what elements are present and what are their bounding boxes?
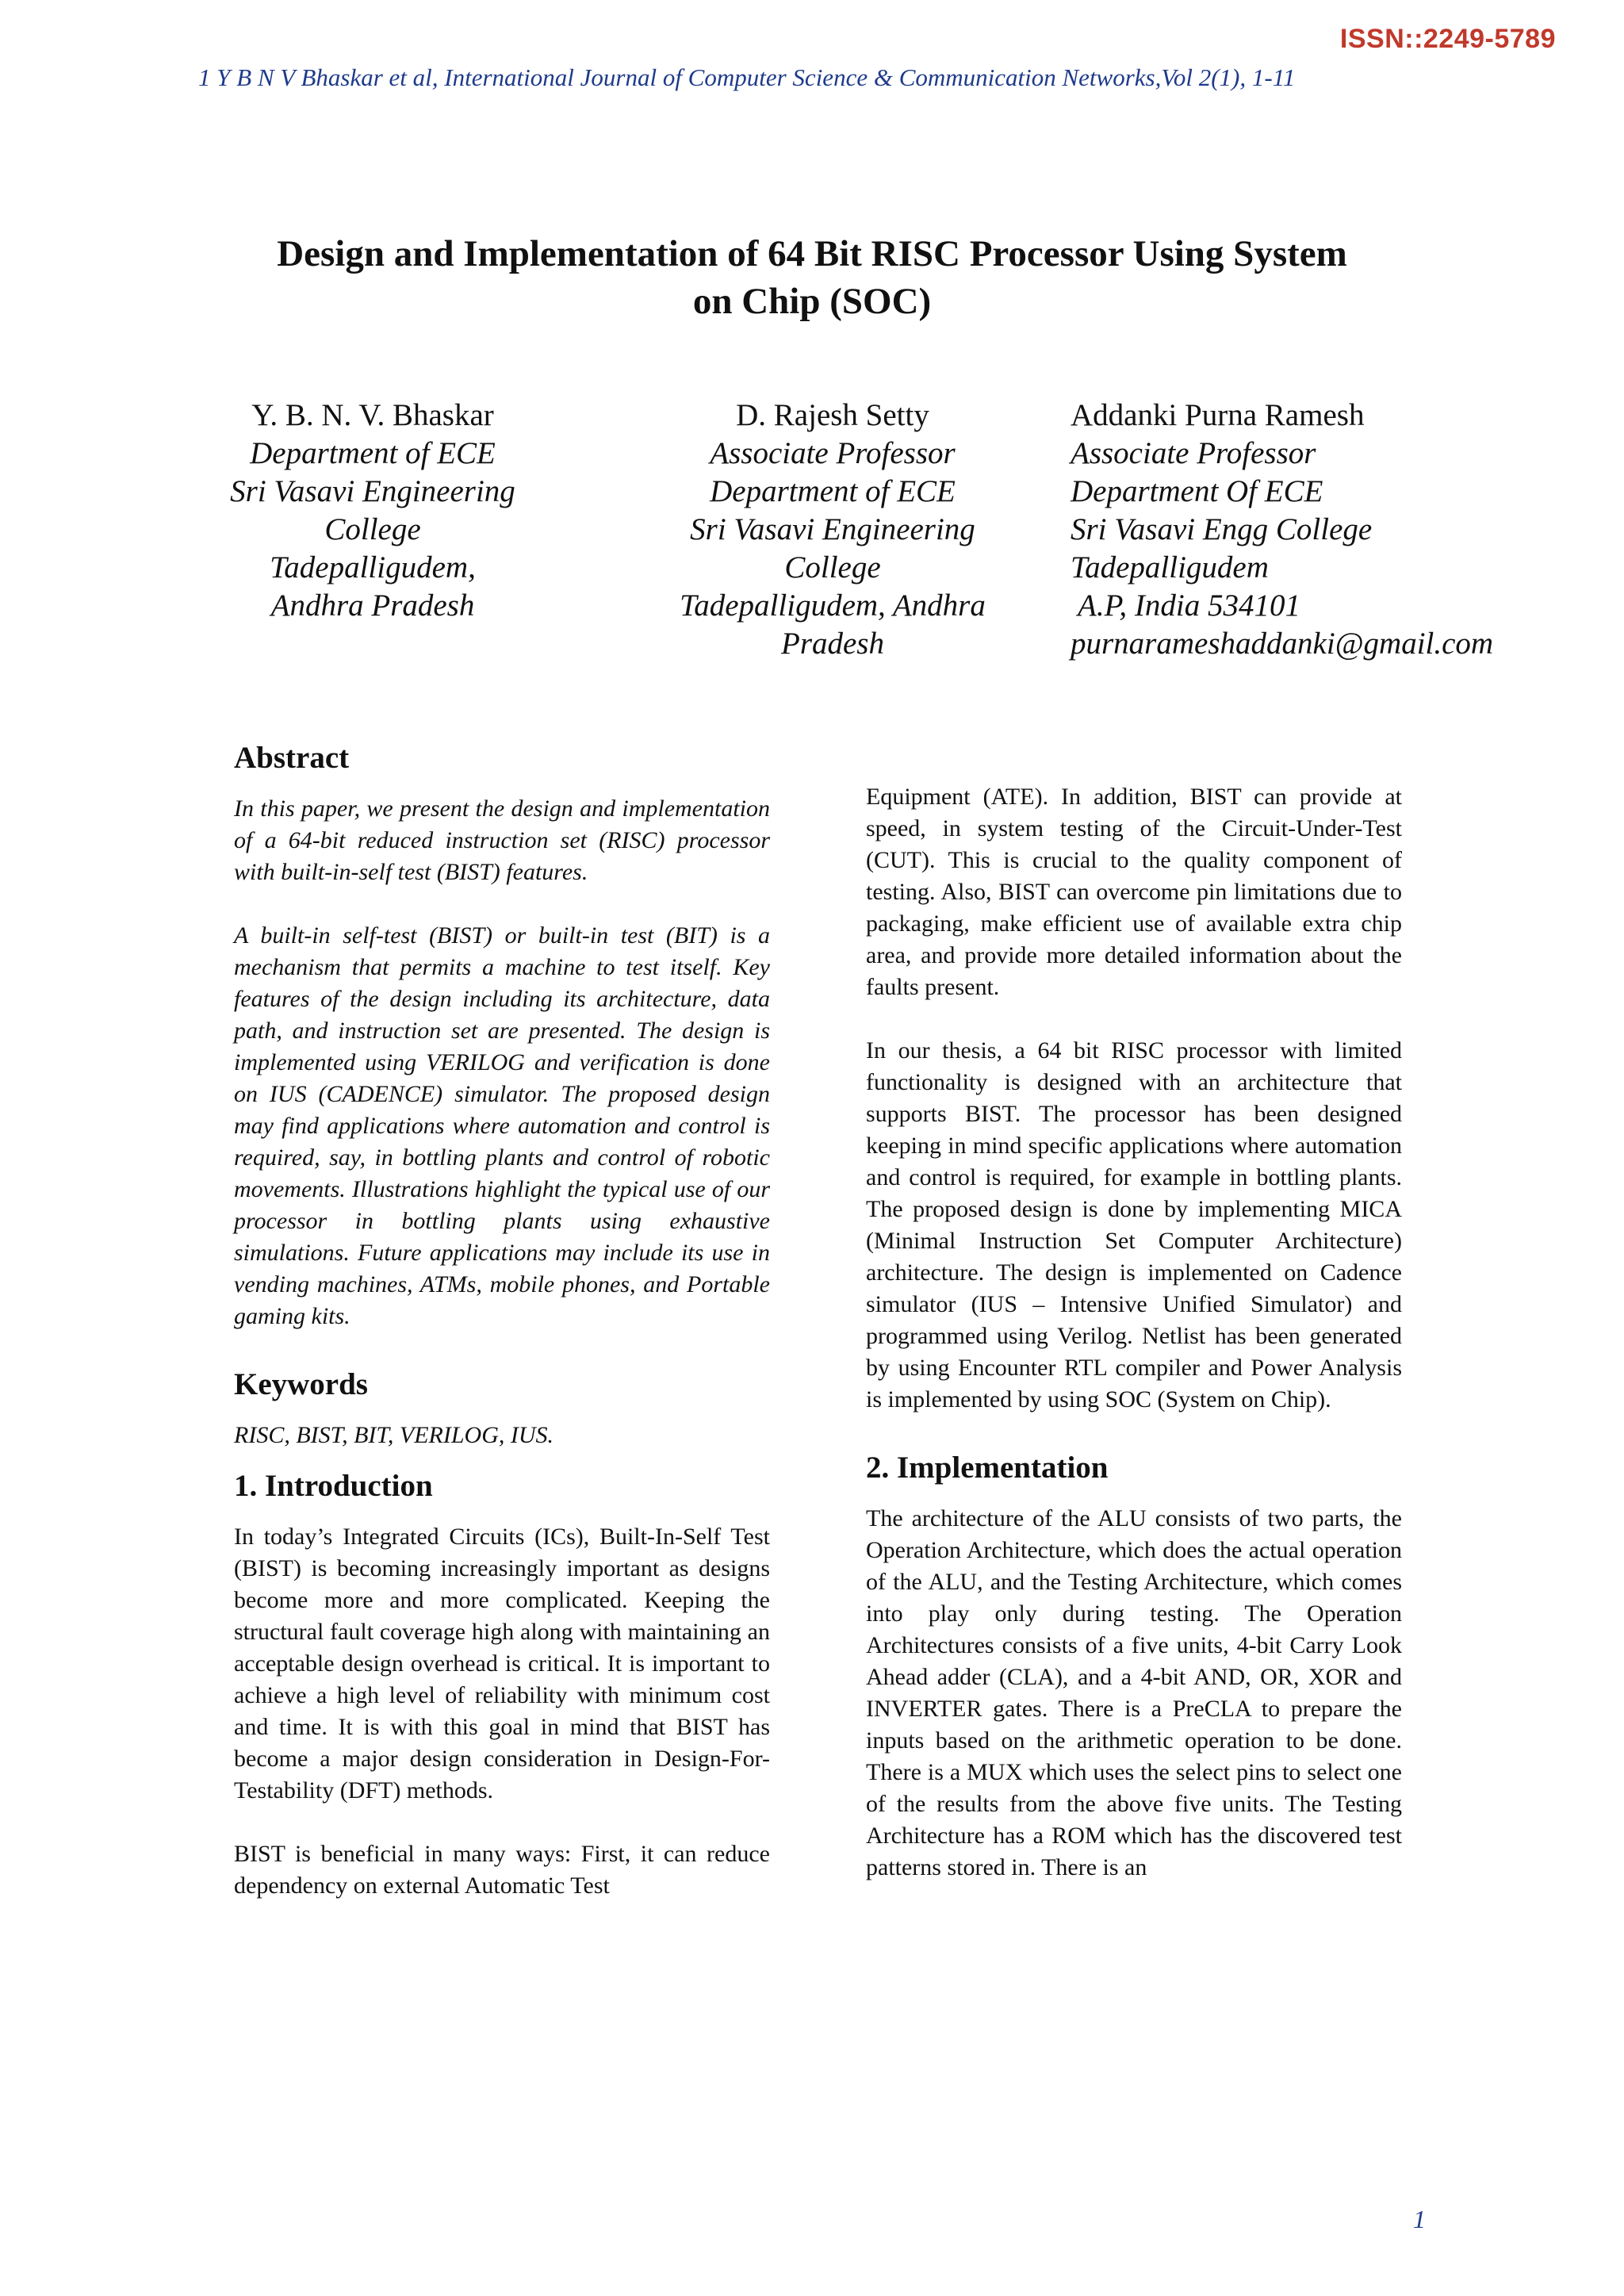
left-column [234, 738, 770, 1902]
abstract-paragraph: A built-in self-test (BIST) or built-in test (BIT) is a mechanism that permits a machine to test itself. Key features of the design including its architecture, data path, and instruction set are presented. The design is implemented using VERILOG and verification is done on IUS (CADENCE) simulator. The proposed design may find applications where automation and control is required, say, in bottling plants and control of robotic movements. Illustrations highlight the typical use of our processor in bottling plants using exhaustive simulations. Future applications may include its use in vending machines, ATMs, mobile phones, and Portable gaming kits. [234, 922, 770, 1329]
author-affiliation: Associate Professor [710, 436, 956, 470]
author-block-1 [190, 397, 555, 625]
implementation-paragraph: The architecture of the ALU consists of two parts, the Operation Architecture, which does the actual operation of the ALU, and the Testing Architecture, which comes into play only during testing. The Operation Architectures consists of a five units, 4-bit Carry Look Ahead adder (CLA), and a 4-bit AND, OR, XOR and INVERTER gates. There is a PreCLA to prepare the inputs based on the arithmetic operation to be done. There is a MUX which uses the select pins to select one of the results from the above five units. The Testing Architecture has a ROM which has the discovered test patterns stored in. There is an [866, 1505, 1402, 1880]
author-email[interactable]: purnarameshaddanki@gmail.com [1071, 627, 1494, 661]
running-head: 1 Y B N V Bhaskar et al, International Journal of Computer Science & Communication Networks,Vol 2(1), 1-11 [198, 63, 1296, 91]
author-affiliation: Department Of ECE [1071, 474, 1323, 508]
author-affiliation: Department of ECE [710, 474, 956, 508]
abstract-paragraph: In this paper, we present the design and implementation of a 64-bit reduced instruction set (RISC) processor with built-in-self test (BIST) features. [234, 795, 770, 885]
author-affiliation: A.P, India 534101 [1071, 588, 1300, 623]
author-name: Y. B. N. V. Bhaskar [251, 398, 494, 432]
author-affiliation: College [324, 512, 421, 546]
abstract-heading: Abstract [234, 741, 350, 775]
introduction-paragraph: BIST is beneficial in many ways: First, it can reduce dependency on external Automatic Test [234, 1841, 770, 1899]
introduction-paragraph: In today’s Integrated Circuits (ICs), Built-In-Self Test (BIST) is becoming increasingly important as designs become more and more complicated. Keeping the structural fault coverage high along with maintaining an acceptable design overhead is critical. It is important to achieve a high level of reliability with minimum cost and time. It is with this goal in mind that BIST has become a major design consideration in Design-For-Testability (DFT) methods. [234, 1524, 770, 1803]
author-block-2 [634, 397, 1031, 663]
title-line-1: Design and Implementation of 64 Bit RISC Processor Using System [277, 233, 1347, 274]
author-affiliation: Pradesh [781, 627, 884, 661]
author-affiliation: Sri Vasavi Engineering [690, 512, 975, 546]
issn-label: ISSN::2249-5789 [1339, 24, 1556, 54]
author-affiliation: Tadepalligudem [1071, 550, 1269, 585]
author-block-3 [1071, 397, 1562, 663]
introduction-heading: 1. Introduction [234, 1469, 433, 1503]
author-affiliation: Associate Professor [1071, 436, 1316, 470]
author-affiliation: Department of ECE [250, 436, 496, 470]
author-name: D. Rajesh Setty [736, 398, 929, 432]
author-affiliation: Sri Vasavi Engineering [230, 474, 515, 508]
author-affiliation: Andhra Pradesh [270, 588, 475, 623]
author-affiliation: College [784, 550, 881, 585]
paper-title [159, 230, 1465, 325]
implementation-heading: 2. Implementation [866, 1451, 1109, 1485]
keywords-heading: Keywords [234, 1367, 368, 1401]
author-affiliation: Sri Vasavi Engg College [1071, 512, 1373, 546]
introduction-paragraph: In our thesis, a 64 bit RISC processor with limited functionality is designed with an architecture that supports BIST. The processor has been designed keeping in mind specific applications where automation and control is required, for example in bottling plants. The proposed design is done by implementing MICA (Minimal Instruction Set Computer Architecture) architecture. The design is implemented on Cadence simulator (IUS – Intensive Unified Simulator) and programmed using Verilog. Netlist has been generated by using Encounter RTL compiler and Power Analysis is implemented by using SOC (System on Chip). [866, 1037, 1402, 1412]
page-number: 1 [1413, 2205, 1426, 2233]
title-line-2: on Chip (SOC) [692, 281, 932, 322]
author-name: Addanki Purna Ramesh [1071, 398, 1365, 432]
author-affiliation: Tadepalligudem, [270, 550, 476, 585]
keywords-text: RISC, BIST, BIT, VERILOG, IUS. [234, 1422, 554, 1448]
introduction-paragraph: Equipment (ATE). In addition, BIST can provide at speed, in system testing of the Circuit-Under-Test (CUT). This is crucial to the quality component of testing. Also, BIST can overcome pin limitations due to packaging, make efficient use of available extra chip area, and provide more detailed information about the faults present. [866, 784, 1402, 1000]
author-affiliation: Tadepalligudem, Andhra [680, 588, 986, 623]
right-column [866, 781, 1402, 1884]
